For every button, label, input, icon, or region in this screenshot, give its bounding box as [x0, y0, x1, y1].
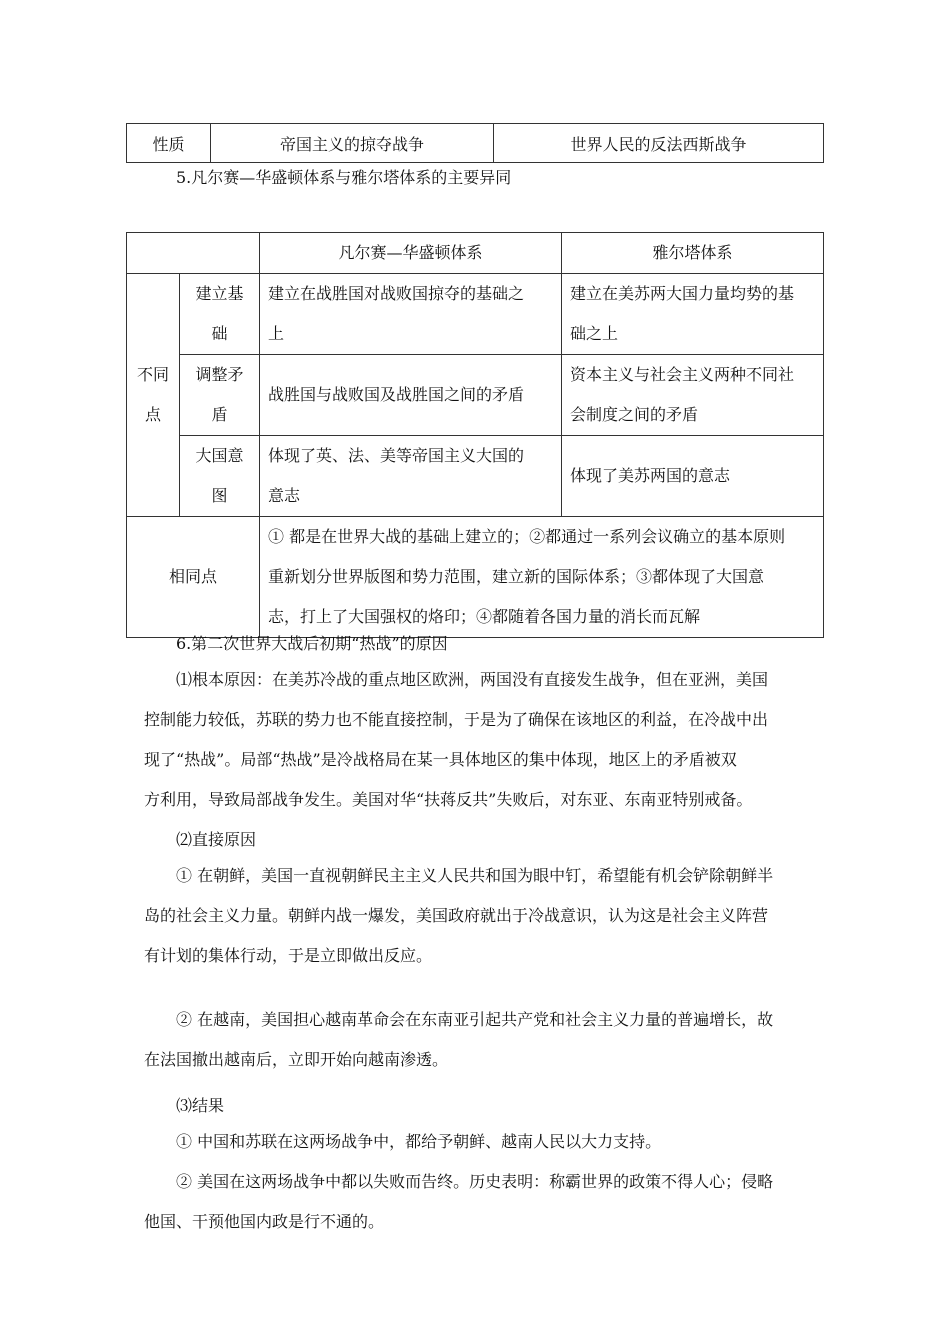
text-line: ① 中国和苏联在这两场战争中，都给予朝鲜、越南人民以大力支持。 — [176, 1132, 662, 1151]
yalta-foundation — [562, 274, 824, 355]
table-row — [127, 517, 824, 638]
similarity-content — [260, 517, 824, 638]
cell-line: 础之上 — [570, 324, 619, 343]
nature-label: 性质 — [127, 124, 211, 163]
aspect-line: 图 — [211, 486, 228, 505]
nature-ww1: 帝国主义的掠夺战争 — [211, 124, 494, 163]
text-line: 方利用，导致局部战争发生。美国对华“扶蒋反共”失败后，对东亚、东南亚特别戒备。 — [144, 790, 753, 809]
table-row — [127, 124, 824, 163]
cell-line: 重新划分世界版图和势力范围，建立新的国际体系；③都体现了大国意 — [268, 567, 765, 586]
table-row — [127, 436, 824, 517]
cell-line: 上 — [268, 324, 285, 343]
cell-line: 建立在美苏两大国力量均势的基 — [570, 284, 795, 303]
paragraph-root-cause — [144, 660, 808, 820]
text-line: ① 在朝鲜，美国一直视朝鲜民主主义人民共和国为眼中钉，希望能有机会铲除朝鲜半 — [176, 866, 774, 885]
paragraph-korea — [144, 856, 808, 976]
similarity-label: 相同点 — [127, 517, 260, 638]
text-line: 现了“热战”。局部“热战”是冷战格局在某一具体地区的集中体现，地区上的矛盾被双 — [144, 750, 737, 769]
aspect-line: 础 — [211, 324, 228, 343]
aspect-line: 大国意 — [195, 446, 244, 465]
header-versailles: 凡尔赛—华盛顿体系 — [260, 233, 562, 274]
cell-line: 志，打上了大国强权的烙印；④都随着各国力量的消长而瓦解 — [268, 607, 701, 626]
difference-label — [127, 274, 180, 517]
text-line: 他国、干预他国内政是行不通的。 — [144, 1212, 385, 1231]
cell-line: ① 都是在世界大战的基础上建立的；②都通过一系列会议确立的基本原则 — [268, 527, 786, 546]
aspect-line: 盾 — [211, 405, 228, 424]
cell-line: 资本主义与社会主义两种不同社 — [570, 365, 795, 384]
text-line: 在法国撤出越南后，立即开始向越南渗透。 — [144, 1050, 449, 1069]
aspect-contradiction — [180, 355, 260, 436]
yalta-intent — [562, 436, 824, 517]
text-line: ② 在越南，美国担心越南革命会在东南亚引起共产党和社会主义力量的普遍增长，故 — [176, 1010, 774, 1029]
subheading-direct-cause: ⑵直接原因 — [176, 830, 257, 849]
text-line: ⑴根本原因：在美苏冷战的重点地区欧洲，两国没有直接发生战争，但在亚洲，美国 — [176, 670, 769, 689]
text-line: 控制能力较低，苏联的势力也不能直接控制，于是为了确保在该地区的利益，在冷战中出 — [144, 710, 769, 729]
cell-line: 体现了美苏两国的意志 — [570, 466, 731, 485]
paragraph-support — [144, 1122, 808, 1162]
aspect-foundation — [180, 274, 260, 355]
header-yalta: 雅尔塔体系 — [562, 233, 824, 274]
versailles-intent — [260, 436, 562, 517]
text-line: 岛的社会主义力量。朝鲜内战一爆发，美国政府就出于冷战意识，认为这是社会主义阵营 — [144, 906, 769, 925]
section-6-title: 6.第二次世界大战后初期“热战”的原因 — [176, 634, 448, 653]
cell-line: 体现了英、法、美等帝国主义大国的 — [268, 446, 525, 465]
cell-line: 意志 — [268, 486, 301, 505]
table-row — [127, 355, 824, 436]
yalta-contradiction — [562, 355, 824, 436]
aspect-intent — [180, 436, 260, 517]
difference-label-line: 不同 — [136, 365, 169, 384]
cell-line: 战胜国与战败国及战胜国之间的矛盾 — [268, 385, 525, 404]
nature-table — [126, 123, 824, 163]
difference-label-line: 点 — [144, 405, 161, 424]
cell-line: 会制度之间的矛盾 — [570, 405, 699, 424]
table-row — [127, 274, 824, 355]
header-empty-cell — [127, 233, 260, 274]
paragraph-failure — [144, 1162, 808, 1242]
subheading-result: ⑶结果 — [176, 1096, 225, 1115]
text-line: 有计划的集体行动，于是立即做出反应。 — [144, 946, 433, 965]
aspect-line: 调整矛 — [195, 365, 244, 384]
versailles-contradiction — [260, 355, 562, 436]
cell-line: 建立在战胜国对战败国掠夺的基础之 — [268, 284, 525, 303]
nature-ww2: 世界人民的反法西斯战争 — [494, 124, 824, 163]
comparison-table — [126, 232, 824, 638]
paragraph-vietnam — [144, 1000, 808, 1080]
table-header-row — [127, 233, 824, 274]
versailles-foundation — [260, 274, 562, 355]
section-5-title: 5.凡尔赛—华盛顿体系与雅尔塔体系的主要异同 — [176, 168, 512, 187]
aspect-line: 建立基 — [195, 284, 244, 303]
text-line: ② 美国在这两场战争中都以失败而告终。历史表明：称霸世界的政策不得人心；侵略 — [176, 1172, 774, 1191]
